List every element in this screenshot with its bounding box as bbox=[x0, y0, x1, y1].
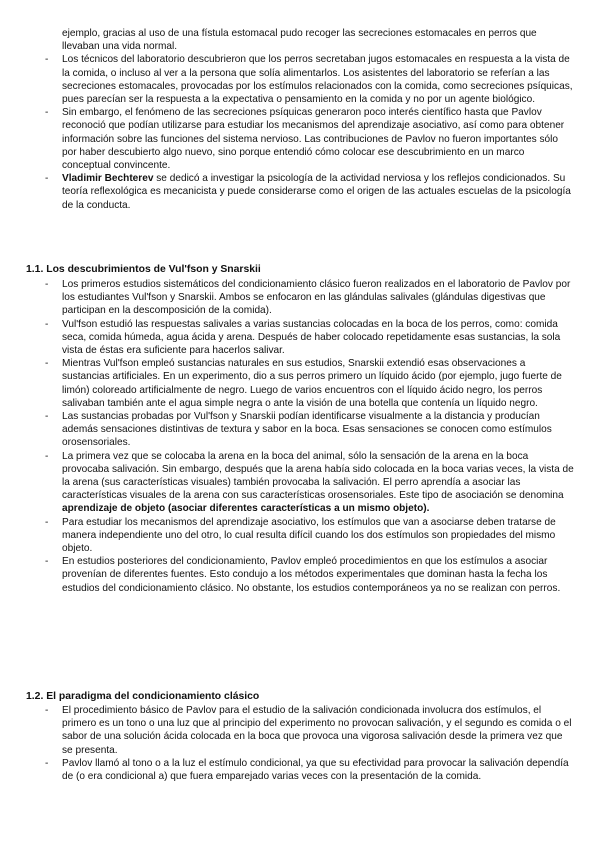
list-item-text: Mientras Vul'fson empleó sustancias naturales en sus estudios, Snarskii extendió esas observaciones a sustancias artificiales. En un experimento, dio a sus perros primero un líquido ácido (por ejemplo, jugo fuerte de limón) coloreado artificialmente de negro. Luego de varios encuentros con el líquido ácido negro, los perros salivaban también ante el agua simple negra o ante la visión de una botella que contenía un líquido negro. bbox=[62, 358, 562, 409]
list-item-text: Los técnicos del laboratorio descubrieron que los perros secretaban jugos estomacales en respuesta a la vista de la comida, o incluso al ver a la persona que solía alimentarlos. Los asistentes del laboratorio se referían a las secreciones estomacales, provocadas por los estímulos relacionados con la comida, como secreciones psíquicas, pues parecían ser la respuesta a la expectativa o pensamiento en la comida y no por un agente biológico. bbox=[62, 54, 573, 106]
list-item bbox=[0, 516, 600, 556]
list-item bbox=[0, 318, 600, 358]
bullet-dash: - bbox=[45, 318, 49, 330]
continuation-paragraph: ejemplo, gracias al uso de una fístula estomacal pudo recoger las secreciones estomacales en perros que llevaban una vida normal. bbox=[62, 28, 537, 53]
section2-list bbox=[0, 704, 600, 783]
list-item bbox=[0, 757, 600, 783]
bullet-dash: - bbox=[45, 705, 49, 716]
bullet-dash: - bbox=[45, 757, 49, 769]
list-item bbox=[0, 172, 600, 212]
list-item-text: Los primeros estudios sistemáticos del condicionamiento clásico fueron realizados en el laboratorio de Pavlov por los estudiantes Vul'fson y Snarskii. Ambos se enfocaron en las glándulas salivales (glándulas digestivas que participan en la descomposición de la comida). bbox=[62, 279, 571, 317]
list-item bbox=[0, 106, 600, 172]
list-item-text: se dedicó a investigar la psicología de la actividad nerviosa y los reflejos condicionados. Su teoría reflexológica es mecanicista y puede considerarse como el origen de las actuales escuelas de la psicología de la conducta. bbox=[62, 173, 571, 211]
list-item bbox=[0, 278, 600, 318]
bullet-dash: - bbox=[45, 54, 49, 66]
section-heading: 1.1. Los descubrimientos de Vul'fson y Snarskii bbox=[26, 264, 261, 275]
section-paradigm bbox=[0, 690, 600, 783]
list-item bbox=[0, 53, 600, 106]
bullet-dash: - bbox=[45, 516, 49, 528]
list-item bbox=[0, 410, 600, 450]
list-item-text: Sin embargo, el fenómeno de las secreciones psíquicas generaron poco interés científico hasta que Pavlov reconoció que podían utilizarse para estudiar los mecanismos del aprendizaje asociativo, así como para obtener información sobre las funciones del sistema nervioso. Las contribuciones de Pavlov no fueron importantes sólo por haber descubierto algo nuevo, sino porque entendió cómo colocar ese descubrimiento en un marco conceptual convincente. bbox=[62, 107, 565, 172]
list-item-text: Pavlov llamó al tono o a la luz el estímulo condicional, ya que su efectividad para provocar la salivación dependía de (o era condicional a) que fuera emparejado varias veces con la presentación de la comida. bbox=[62, 757, 569, 783]
list-item-text: Vul'fson estudió las respuestas salivales a varias sustancias colocadas en la boca de los perros, como: comida seca, comida húmeda, agua ácida y arena. Después de haber colocado repetidamente esas sustancias, la sola vista de éstas era suficiente para hacerlos salivar. bbox=[62, 318, 561, 357]
list-item-text: Para estudiar los mecanismos del aprendizaje asociativo, los estímulos que van a asociarse deben tratarse de manera independiente uno del otro, lo cual resulta difícil cuando los dos estímulos son propiedades del mismo objeto. bbox=[62, 516, 556, 555]
bullet-dash: - bbox=[45, 279, 49, 290]
list-item bbox=[0, 555, 600, 595]
bullet-dash: - bbox=[45, 173, 49, 185]
bullet-dash: - bbox=[45, 107, 49, 119]
list-item-text: En estudios posteriores del condicionamiento, Pavlov empleó procedimientos en que los estímulos a asociar provenían de diferentes fuentes. Esto condujo a los métodos experimentales que dominan hasta la fecha los estudios del condicionamiento clásico. No obstante, los estudios contemporáneos ya no se realizan con perros. bbox=[62, 556, 561, 594]
bechterev-name: Vladimir Bechterev bbox=[62, 173, 154, 185]
list-item bbox=[0, 704, 600, 757]
list-item-text: La primera vez que se colocaba la arena en la boca del animal, sólo la sensación de la arena en la boca provocaba salivación. Sin embargo, después que la arena había sido colocada en la boca varias veces, la vista de la arena (sus características visuales) también provocaba la salivación. El perro aprendía a asociar las características visuales de la arena con sus características orosensoriales. Este tipo de asociación se denomina bbox=[62, 450, 574, 502]
section-heading: 1.2. El paradigma del condicionamiento clásico bbox=[26, 691, 260, 702]
intro-list bbox=[0, 53, 600, 211]
bullet-dash: - bbox=[45, 450, 49, 462]
bullet-dash: - bbox=[45, 411, 49, 423]
list-item bbox=[0, 357, 600, 410]
section1-list bbox=[0, 278, 600, 595]
bullet-dash: - bbox=[45, 556, 49, 568]
section-vulfson-snarskii bbox=[0, 263, 600, 595]
intro-block bbox=[0, 27, 600, 212]
list-item-text: El procedimiento básico de Pavlov para el estudio de la salivación condicionada involucra dos estímulos, el primero es un tono o una luz que al principio del experimento no provocan salivación, y el segundo es comida o el sabor de una solución ácida colocada en la boca que provoca una vigorosa salivación desde la primera vez que se presenta. bbox=[62, 705, 572, 756]
list-item-text: Las sustancias probadas por Vul'fson y Snarskii podían identificarse visualmente a la distancia y producían además sensaciones distintivas de textura y sabor en la boca. Esas sensaciones se conocen como estímulos orosensoriales. bbox=[62, 411, 552, 449]
object-learning-term: aprendizaje de objeto (asociar diferentes características a un mismo objeto). bbox=[62, 503, 430, 515]
bullet-dash: - bbox=[45, 358, 49, 370]
list-item bbox=[0, 450, 600, 516]
